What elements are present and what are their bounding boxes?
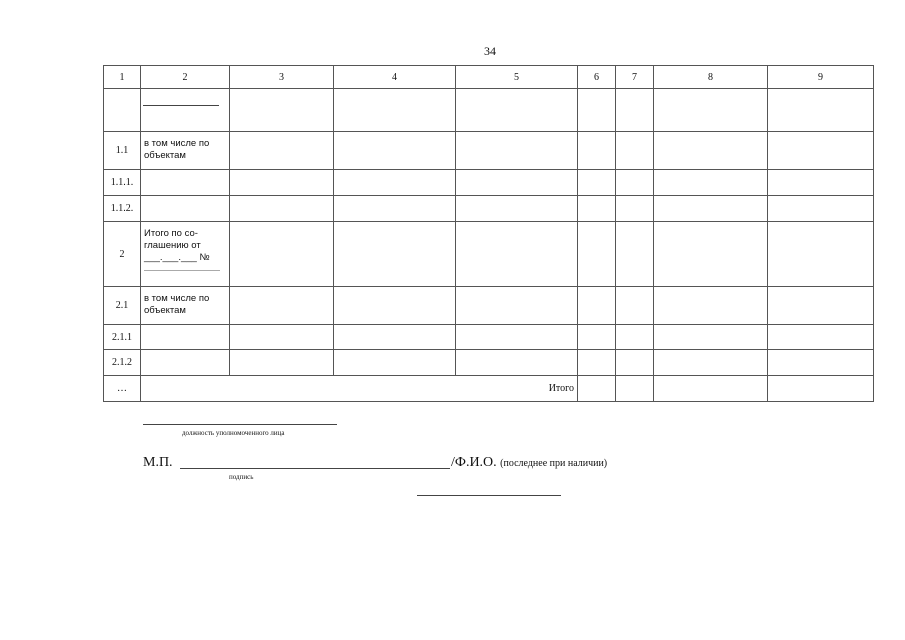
row-number: 2.1 [104, 287, 141, 325]
table-row [104, 132, 874, 170]
header-cell: 1 [104, 66, 141, 89]
row-number: 1.1.2. [104, 196, 141, 222]
date-line [417, 495, 561, 496]
page-number: 34 [484, 44, 496, 58]
table-row [104, 222, 874, 287]
row-number: 2 [104, 222, 141, 287]
header-cell: 5 [456, 66, 578, 89]
header-cell: 8 [654, 66, 768, 89]
total-row [104, 376, 874, 402]
row-number: 1.1 [104, 132, 141, 170]
row-number [104, 89, 141, 132]
table-row [104, 196, 874, 222]
row-description [141, 350, 230, 376]
table-row [104, 170, 874, 196]
position-caption: должность уполномоченного лица [182, 429, 285, 437]
header-cell: 9 [768, 66, 874, 89]
signature-line [180, 468, 450, 469]
table-row [104, 350, 874, 376]
header-cell: 6 [578, 66, 616, 89]
position-line [143, 424, 337, 425]
table-row [104, 287, 874, 325]
header-cell: 3 [230, 66, 334, 89]
header-cell: 7 [616, 66, 654, 89]
fio-label: /Ф.И.О. [451, 455, 497, 470]
row-description-cell [141, 222, 230, 287]
header-cell: 4 [334, 66, 456, 89]
row-number: 2.1.2 [104, 350, 141, 376]
signature-caption: подпись [229, 473, 254, 481]
row-description: Итого по со-глашению от ___.___.___ № [144, 228, 210, 263]
row-description: в том числе по объектам [141, 287, 230, 325]
total-label: Итого [141, 376, 578, 402]
row-description: в том числе по объектам [141, 132, 230, 170]
fio-note: (последнее при наличии) [500, 458, 608, 469]
row-number: 2.1.1 [104, 325, 141, 350]
blank-line [143, 91, 219, 106]
fio-label-block [451, 455, 607, 471]
header-row [104, 66, 874, 89]
row-description [141, 196, 230, 222]
blank-line [144, 270, 220, 271]
row-number: 1.1.1. [104, 170, 141, 196]
table-row [104, 325, 874, 350]
table-row [104, 89, 874, 132]
row-description [141, 170, 230, 196]
name-blank-cell [141, 89, 230, 132]
data-table [103, 65, 874, 402]
header-cell: 2 [141, 66, 230, 89]
row-number: … [104, 376, 141, 402]
row-description [141, 325, 230, 350]
stamp-label: М.П. [143, 455, 173, 470]
